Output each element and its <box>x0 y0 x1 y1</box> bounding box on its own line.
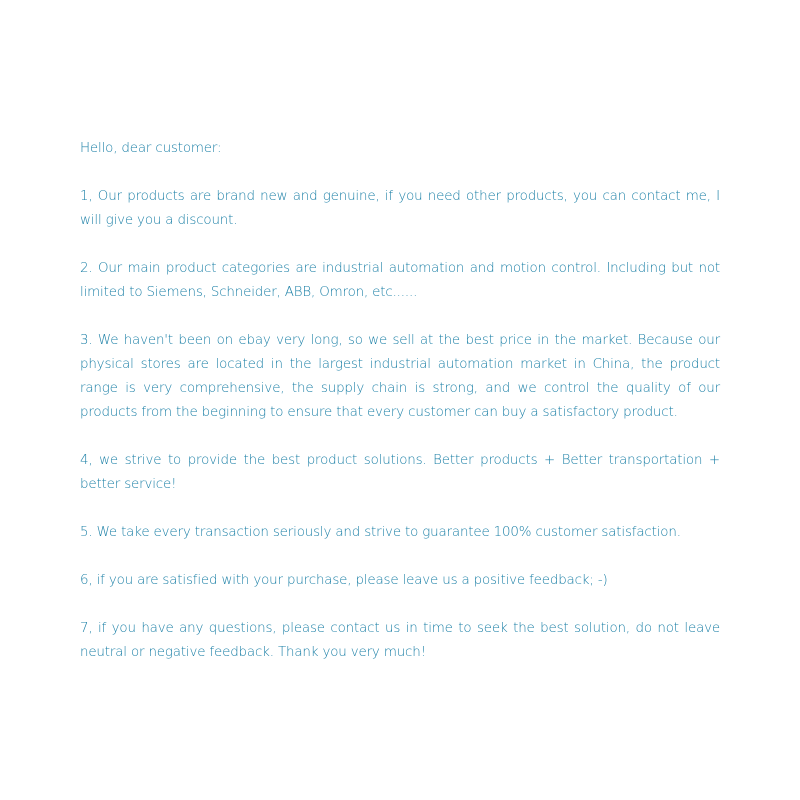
notice-item-7: 7, if you have any questions, please contact us in time to seek the best solution, do not leave neutral or negative feedback. Thank you very much! <box>80 621 720 660</box>
notice-item-3: 3. We haven't been on ebay very long, so we sell at the best price in the market. Because our physical stores are located in the largest industrial automation market in China, the product range is very comprehensive, the supply chain is strong, and we control the quality of our products from the beginning to ensure that every customer can buy a satisfactory product. <box>80 333 720 420</box>
notice-item-1: 1, Our products are brand new and genuine, if you need other products, you can contact me, I will give you a discount. <box>80 189 720 228</box>
notice-item-6: 6, if you are satisfied with your purchase, please leave us a positive feedback; -) <box>80 573 608 588</box>
customer-notice <box>80 137 720 689</box>
notice-item-4: 4, we strive to provide the best product solutions. Better products + Better transportation + better service! <box>80 453 720 492</box>
greeting-line: Hello, dear customer: <box>80 141 222 156</box>
notice-item-5: 5. We take every transaction seriously and strive to guarantee 100% customer satisfaction. <box>80 525 681 540</box>
notice-item-2: 2. Our main product categories are industrial automation and motion control. Including but not limited to Siemens, Schneider, ABB, Omron, etc...... <box>80 261 720 300</box>
